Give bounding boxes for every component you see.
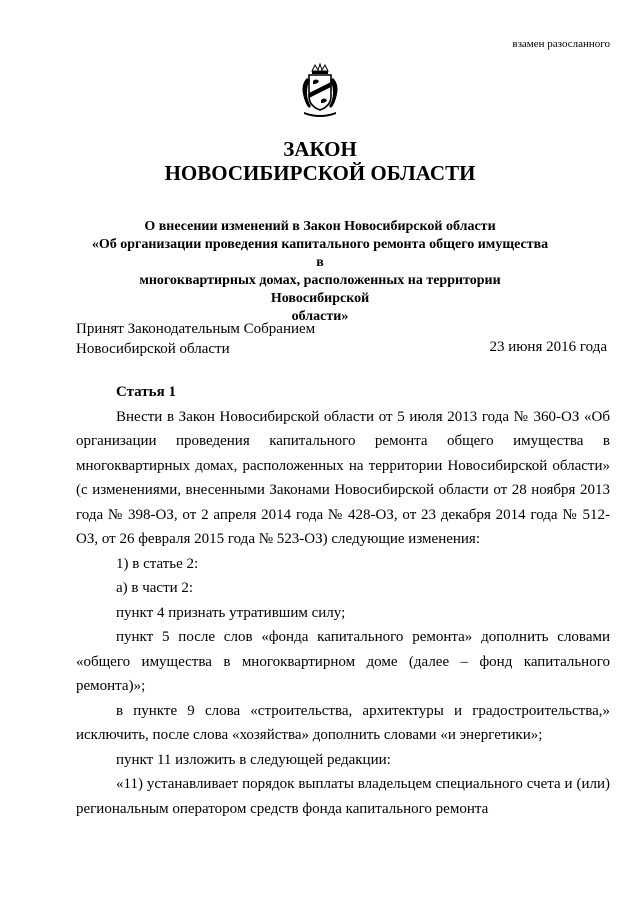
article-paragraph: «11) устанавливает порядок выплаты владельцем специального счета и (или) региональным оператором средств фонда капитального ремонта: [76, 776, 610, 817]
article-heading: Статья 1: [116, 384, 176, 400]
article-paragraph: Внести в Закон Новосибирской области от 5 июля 2013 года № 360-ОЗ «Об организации проведения капитального ремонта общего имущества в многоквартирных домах, расположенных на территории Новосибирской области» (с изменениями, внесенными Законами Новосибирской области от 28 ноября 2013 года № 398-ОЗ, от 2 апреля 2014 года № 428-ОЗ, от 23 декабря 2014 года № 512-ОЗ, от 26 февраля 2015 года № 523-ОЗ) следующие изменения:: [76, 408, 610, 547]
subtitle-line: О внесении изменений в Закон Новосибирской области: [144, 219, 496, 234]
subtitle-line: многоквартирных домах, расположенных на территории Новосибирской: [139, 273, 501, 306]
subtitle-line: области»: [291, 309, 349, 324]
article-body: [76, 380, 610, 821]
article-paragraph: пункт 11 изложить в следующей редакции:: [116, 751, 391, 768]
replacement-note: взамен разосланного: [512, 38, 610, 50]
adoption-line: Принят Законодательным Собранием: [76, 321, 316, 337]
article-paragraph: а) в части 2:: [116, 580, 194, 596]
adoption-line: Новосибирской области: [76, 341, 230, 357]
coat-of-arms-icon: [298, 62, 342, 118]
article-paragraph: пункт 5 после слов «фонда капитального ремонта» дополнить словами «общего имущества в многоквартирном доме (далее – фонд капитального ремонта)»;: [76, 629, 610, 694]
article-paragraph: 1) в статье 2:: [116, 555, 199, 572]
document-type-title: ЗАКОН: [283, 137, 357, 161]
article-paragraph: в пункте 9 слова «строительства, архитектуры и градостроительства,» исключить, после слова «хозяйства» дополнить словами «и энергетики»;: [76, 702, 610, 743]
law-subtitle: [90, 218, 550, 326]
subtitle-line: «Об организации проведения капитального ремонта общего имущества в: [91, 237, 549, 270]
issuer-title: НОВОСИБИРСКОЙ ОБЛАСТИ: [164, 161, 476, 185]
adoption-block: [76, 319, 315, 359]
adoption-date: 23 июня 2016 года: [489, 339, 607, 355]
article-paragraph: пункт 4 признать утратившим силу;: [116, 604, 346, 621]
